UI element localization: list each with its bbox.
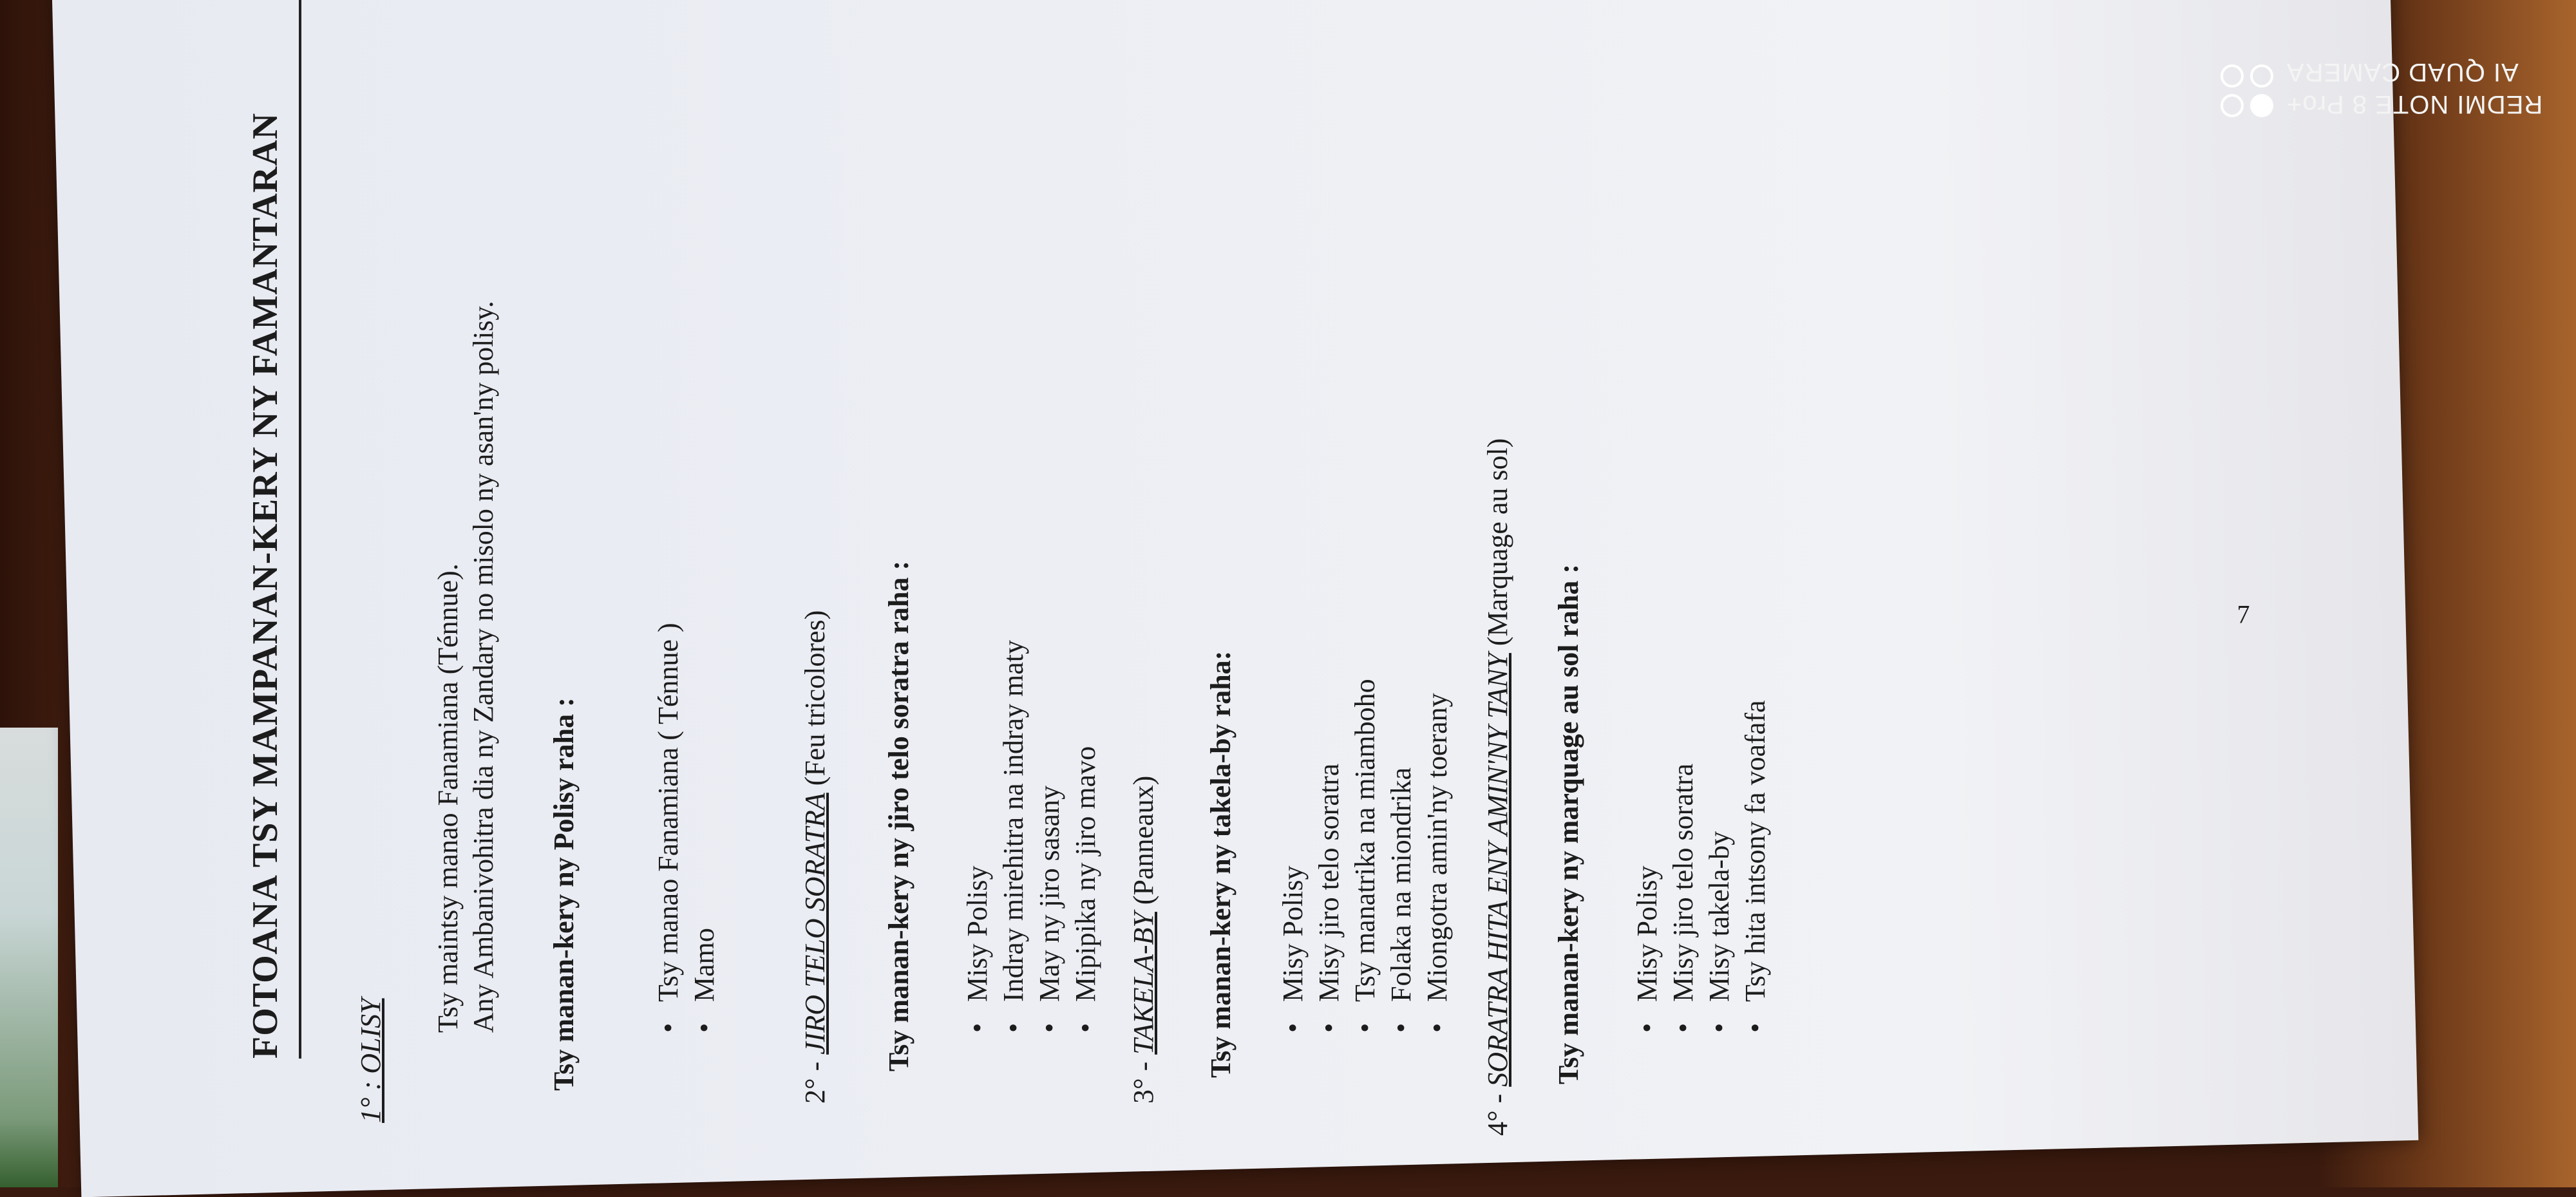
page-number: 7 bbox=[2237, 599, 2250, 629]
list-item: • Misy takela-by bbox=[1701, 700, 1738, 1033]
section4-heading-rest: (Marquage au sol) bbox=[1482, 438, 1513, 654]
watermark-camera: AI QUAD CAMERA bbox=[2286, 58, 2519, 86]
section4-list bbox=[1629, 700, 1774, 1033]
list-item: • Misy jiro telo soratra bbox=[1311, 679, 1347, 1033]
list-item: • Indray mirehitra na indray maty bbox=[996, 640, 1032, 1033]
section1-heading-text: 1° : OLISY bbox=[355, 998, 386, 1123]
section1-paragraph-line2: Any Ambanivohitra dia ny Zandary no misolo ny asan'ny polisy. bbox=[468, 301, 499, 1033]
section3-heading-rest: (Panneaux) bbox=[1128, 775, 1159, 912]
section2-heading-num: 2° - bbox=[799, 1054, 831, 1104]
section4-heading bbox=[1481, 438, 1514, 1136]
section3-heading-title: TAKELA-BY bbox=[1128, 912, 1159, 1055]
list-item: • Tsy hita intsony fa voafafa bbox=[1738, 700, 1774, 1033]
document-page bbox=[245, 0, 2250, 1187]
section2-heading bbox=[799, 610, 831, 1104]
list-item: • May ny jiro sasany bbox=[1032, 640, 1068, 1033]
section4-heading-title: SORATRA HITA ENY AMIN'NY TANY bbox=[1482, 653, 1513, 1087]
camera-watermark bbox=[2215, 52, 2550, 122]
section2-list bbox=[960, 640, 1104, 1033]
watermark-model: REDMI NOTE 8 Pro+ bbox=[2286, 90, 2543, 118]
camera-lens-icon bbox=[2215, 59, 2273, 117]
section1-paragraph bbox=[431, 301, 500, 1033]
list-item: • Misy Polisy bbox=[960, 640, 996, 1033]
section3-heading-num: 3° - bbox=[1128, 1054, 1159, 1104]
background-object bbox=[0, 728, 58, 1187]
list-item: • Mamo bbox=[687, 623, 723, 1033]
list-item: • Misy Polisy bbox=[1275, 679, 1311, 1033]
section2-subheading: Tsy manan-kery ny jiro telo soratra raha : bbox=[883, 560, 914, 1071]
section3-list bbox=[1275, 679, 1455, 1033]
list-item: • Tsy manao Fanamiana ( Ténnue ) bbox=[650, 623, 687, 1033]
section1-paragraph-line1: Tsy maintsy manao Fanamiana (Ténnue). bbox=[432, 563, 464, 1033]
section3-subheading: Tsy manan-kery ny takela-by raha: bbox=[1205, 650, 1236, 1078]
section4-heading-num: 4° - bbox=[1482, 1086, 1513, 1136]
section4-subheading: Tsy manan-kery ny marquage au sol raha : bbox=[1553, 563, 1584, 1084]
section2-heading-rest: (Feu tricolores) bbox=[799, 610, 831, 793]
list-item: • Miongotra amin'ny toerany bbox=[1419, 679, 1455, 1033]
section1-heading bbox=[354, 998, 387, 1123]
list-item: • Misy Polisy bbox=[1629, 700, 1665, 1033]
list-item: • Tsy manatrika na miamboho bbox=[1347, 679, 1383, 1033]
list-item: • Mipipika ny jiro mavo bbox=[1068, 640, 1104, 1033]
section2-heading-title: JIRO TELO SORATRA bbox=[799, 793, 831, 1055]
section1-subheading: Tsy manan-kery ny Polisy raha : bbox=[548, 697, 580, 1091]
page-title: FOTOANA TSY MAMPANAN-KERY NY FAMANTARAN bbox=[245, 0, 301, 1059]
list-item: • Folaka na miondrika bbox=[1383, 679, 1419, 1033]
section1-list bbox=[650, 623, 723, 1033]
section3-heading bbox=[1127, 776, 1160, 1104]
list-item: • Misy jiro telo soratra bbox=[1665, 700, 1701, 1033]
